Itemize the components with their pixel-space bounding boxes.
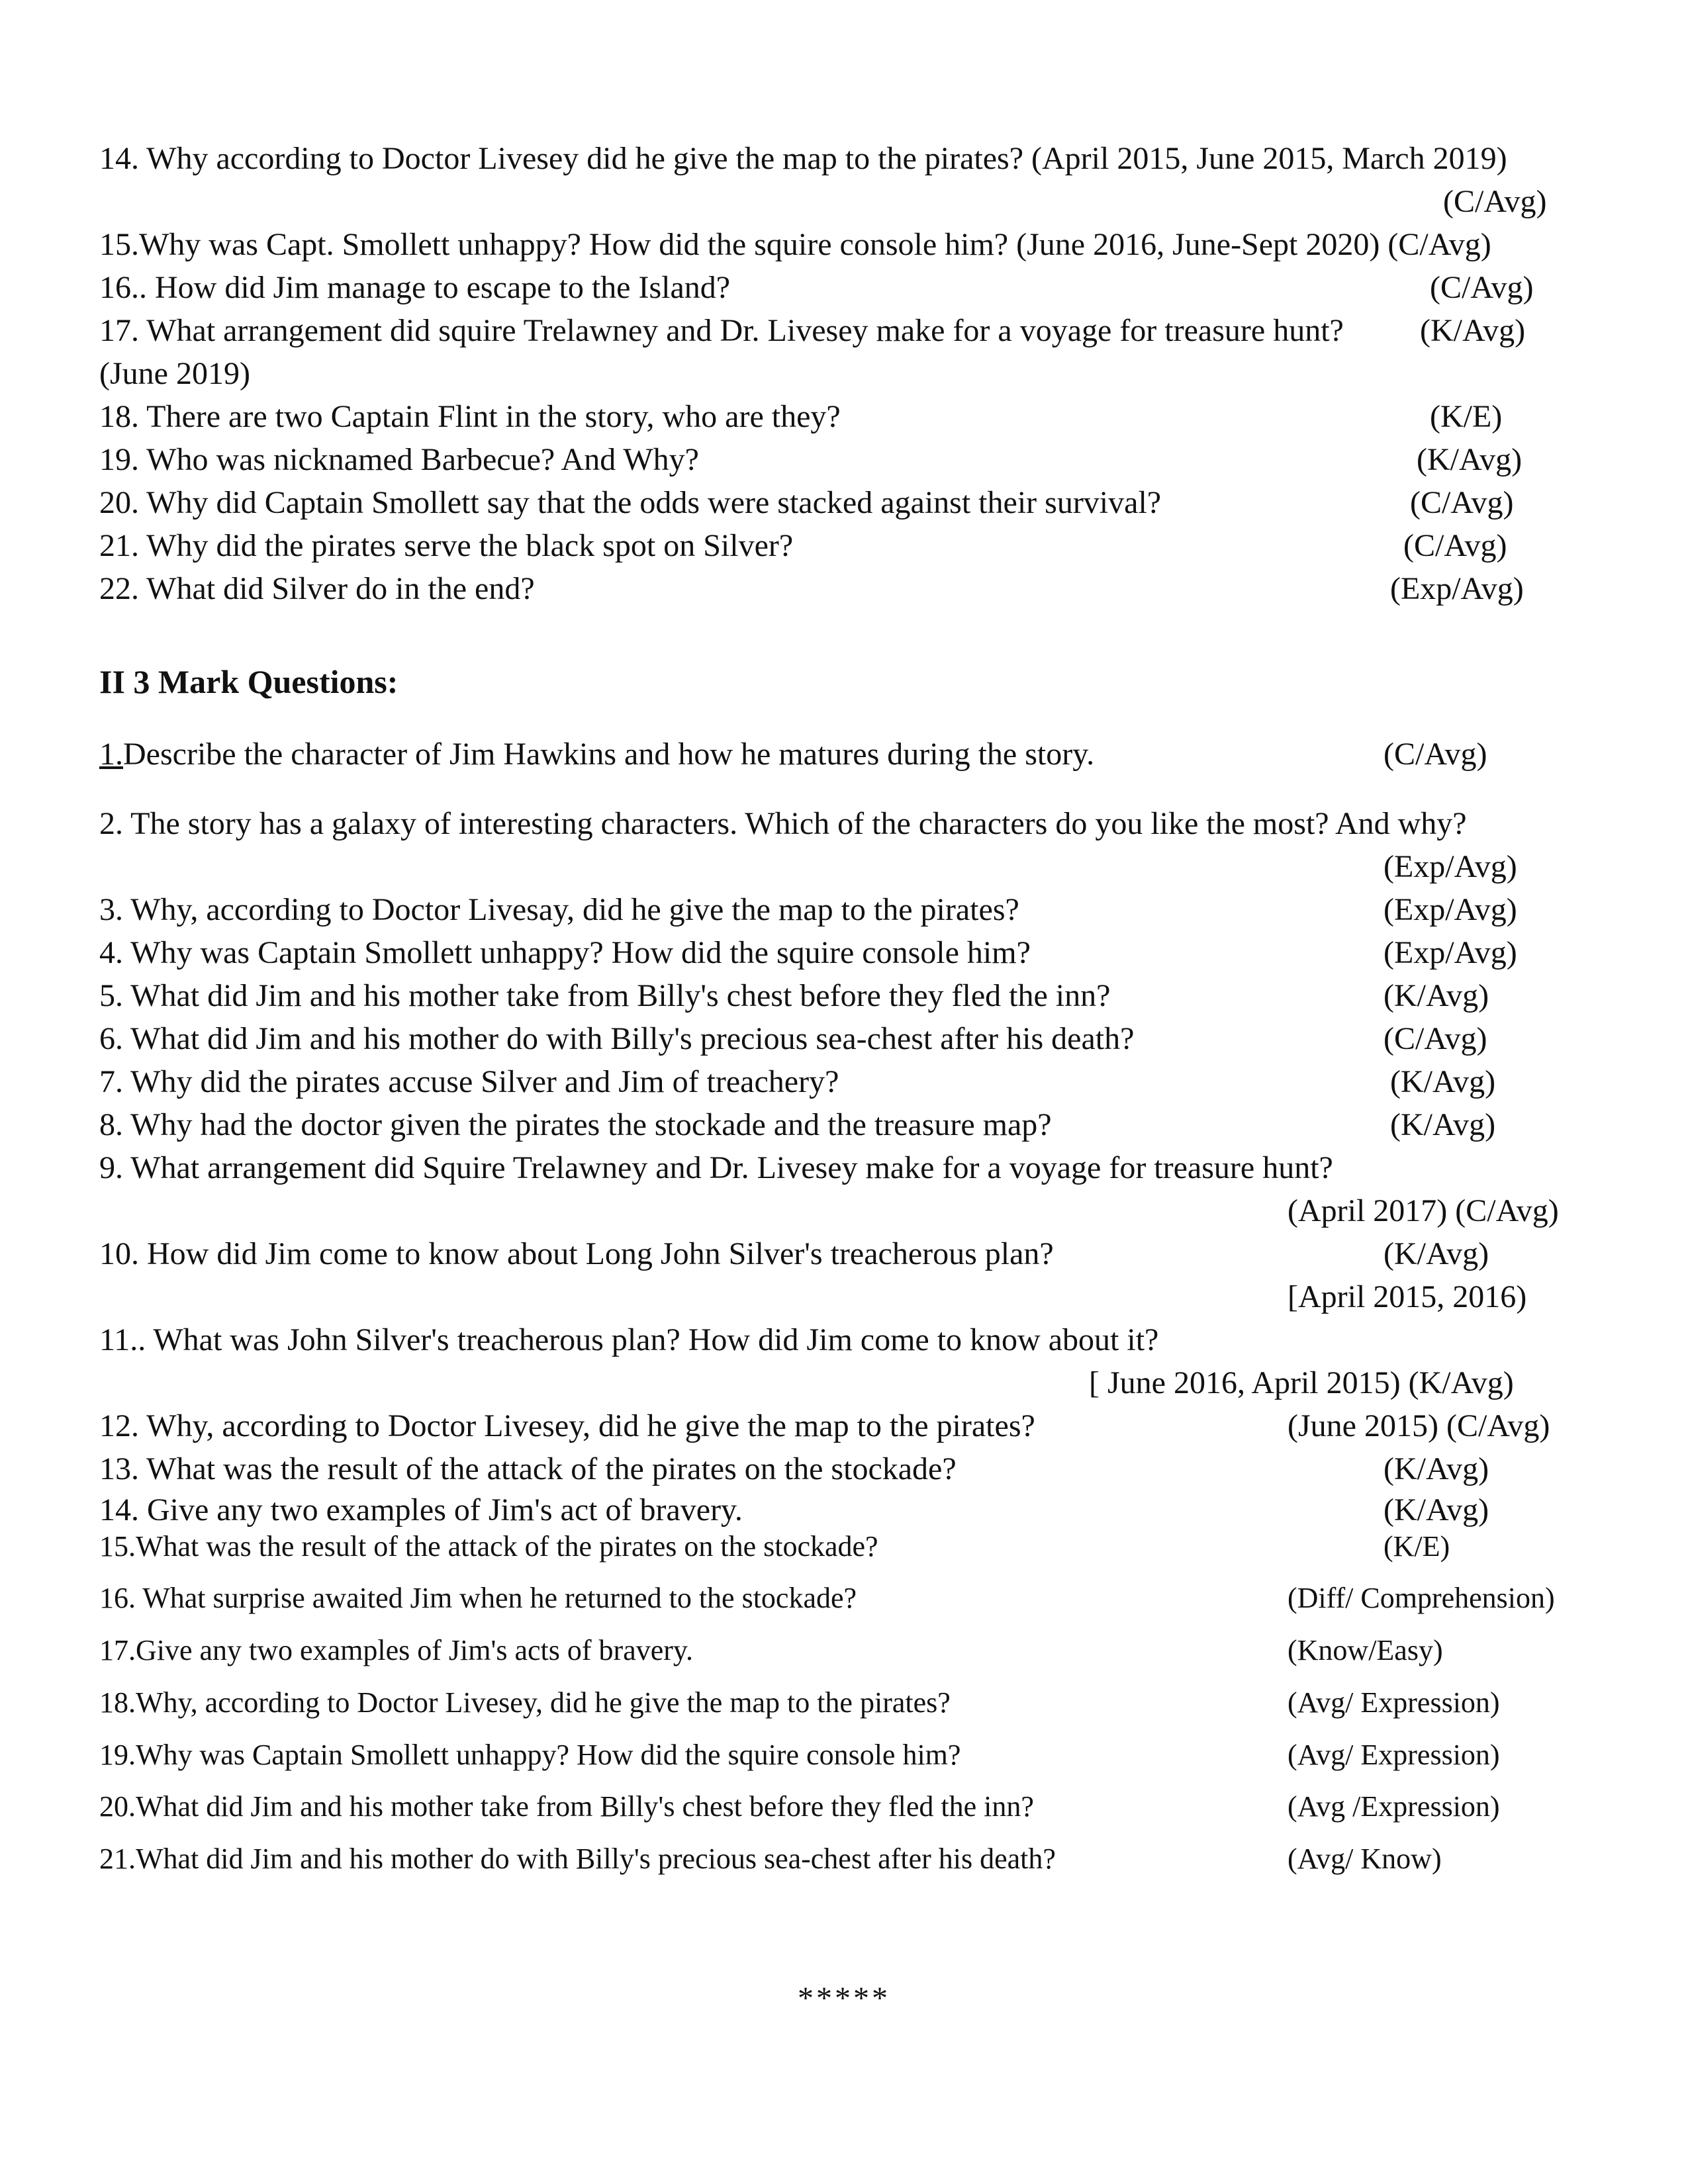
difficulty-tag: (C/Avg) (1443, 184, 1547, 219)
question-line (99, 933, 1582, 973)
difficulty-tag: (Avg /Expression) (1288, 1790, 1500, 1823)
question-line (99, 1234, 1582, 1274)
question-line (99, 1490, 1582, 1530)
question-number: 1. (99, 737, 123, 772)
question-line (99, 483, 1582, 523)
question-text: 6. What did Jim and his mother do with Billy's precious sea-chest after his death? (99, 1021, 1135, 1056)
question-text: 8. Why had the doctor given the pirates the stockade and the treasure map? (99, 1107, 1052, 1142)
difficulty-tag: (C/Avg) (1410, 485, 1514, 520)
question-line (99, 890, 1582, 930)
difficulty-tag: (K/Avg) (1390, 1107, 1496, 1142)
question-line (99, 804, 1582, 844)
question-line (99, 1683, 1582, 1723)
question-text: 12. Why, according to Doctor Livesey, did he give the map to the pirates? (99, 1408, 1035, 1443)
question-line (99, 976, 1582, 1016)
question-text: 7. Why did the pirates accuse Silver and Jim of treachery? (99, 1064, 839, 1099)
question-line (99, 440, 1582, 480)
difficulty-tag: (C/Avg) (1403, 528, 1507, 563)
question-line (99, 268, 1582, 308)
difficulty-tag: (C/Avg) (1430, 270, 1534, 305)
question-text: 3. Why, according to Doctor Livesay, did he give the map to the pirates? (99, 892, 1019, 927)
end-marker: ***** (798, 1981, 890, 2016)
question-line (99, 354, 1582, 394)
difficulty-tag: (C/Avg) (1383, 1021, 1487, 1056)
difficulty-tag: (K/Avg) (1383, 1236, 1489, 1271)
question-line (99, 1019, 1582, 1059)
question-text: 13. What was the result of the attack of the pirates on the stockade? (99, 1451, 957, 1486)
difficulty-tag: (K/Avg) (1420, 313, 1526, 348)
question-line (99, 225, 1582, 265)
question-line (99, 1191, 1582, 1231)
question-line (99, 1449, 1582, 1489)
question-text: 2. The story has a galaxy of interesting characters. Which of the characters do you like the most? And why? (99, 806, 1467, 841)
difficulty-tag: (K/Avg) (1390, 1064, 1496, 1099)
difficulty-tag: (Diff/ Comprehension) (1288, 1582, 1555, 1614)
question-line (99, 1631, 1582, 1670)
question-text: 22. What did Silver do in the end? (99, 571, 535, 606)
question-text: 17. What arrangement did squire Trelawney and Dr. Livesey make for a voyage for treasure hunt? (99, 313, 1344, 348)
difficulty-tag: (K/Avg) (1383, 978, 1489, 1013)
question-line (99, 847, 1582, 887)
difficulty-tag: (K/Avg) (1417, 442, 1523, 477)
difficulty-tag: (June 2015) (C/Avg) (1288, 1408, 1550, 1443)
question-text: 21.What did Jim and his mother do with Billy's precious sea-chest after his death? (99, 1843, 1056, 1875)
question-text: 16. What surprise awaited Jim when he returned to the stockade? (99, 1582, 857, 1614)
question-text: 17.Give any two examples of Jim's acts of bravery. (99, 1634, 694, 1666)
question-text: 18. There are two Captain Flint in the story, who are they? (99, 399, 841, 434)
question-line (99, 1839, 1582, 1879)
question-line (99, 397, 1582, 437)
question-line (99, 735, 1582, 774)
question-line (99, 1105, 1582, 1145)
difficulty-tag: (K/E) (1383, 1530, 1450, 1563)
question-text: 20. Why did Captain Smollett say that the odds were stacked against their survival? (99, 485, 1162, 520)
section-heading: II 3 Mark Questions: (99, 663, 399, 700)
exam-date: [April 2015, 2016) (1288, 1279, 1527, 1314)
question-text: 14. Give any two examples of Jim's act of bravery. (99, 1492, 743, 1527)
question-line (99, 1787, 1582, 1827)
question-line (99, 1406, 1582, 1446)
question-text: 4. Why was Captain Smollett unhappy? How did the squire console him? (99, 935, 1031, 970)
question-text: 11.. What was John Silver's treacherous plan? How did Jim come to know about it? (99, 1322, 1159, 1357)
difficulty-tag: (Avg/ Expression) (1288, 1739, 1500, 1771)
difficulty-tag: [ June 2016, April 2015) (K/Avg) (1089, 1365, 1514, 1400)
question-line (99, 1735, 1582, 1775)
difficulty-tag: (Avg/ Expression) (1288, 1686, 1500, 1719)
question-line (99, 1062, 1582, 1102)
question-text: 15.What was the result of the attack of the pirates on the stockade? (99, 1530, 878, 1563)
difficulty-tag: (Avg/ Know) (1288, 1843, 1442, 1875)
question-text: 15.Why was Capt. Smollett unhappy? How did the squire console him? (June 2016, June-Sept 2020) (C/Avg) (99, 227, 1491, 262)
exam-date: (June 2019) (99, 356, 250, 391)
question-line (99, 1277, 1582, 1317)
question-line (99, 1320, 1582, 1360)
question-line (99, 311, 1582, 351)
question-line (99, 182, 1582, 222)
question-line (99, 1148, 1582, 1188)
difficulty-tag: (Exp/Avg) (1383, 849, 1517, 884)
question-line (99, 1527, 1582, 1567)
question-text: 16.. How did Jim manage to escape to the Island? (99, 270, 731, 305)
question-text: 18.Why, according to Doctor Livesey, did he give the map to the pirates? (99, 1686, 951, 1719)
difficulty-tag: (April 2017) (C/Avg) (1288, 1193, 1559, 1228)
difficulty-tag: (C/Avg) (1383, 737, 1487, 772)
difficulty-tag: (Exp/Avg) (1383, 935, 1517, 970)
difficulty-tag: (Exp/Avg) (1383, 892, 1517, 927)
question-text: 21. Why did the pirates serve the black spot on Silver? (99, 528, 794, 563)
question-line (99, 1363, 1582, 1403)
question-text: 19.Why was Captain Smollett unhappy? How did the squire console him? (99, 1739, 961, 1771)
question-text: 9. What arrangement did Squire Trelawney and Dr. Livesey make for a voyage for treasure hunt? (99, 1150, 1333, 1185)
question-line (99, 139, 1582, 179)
difficulty-tag: (Know/Easy) (1288, 1634, 1443, 1666)
question-text: 5. What did Jim and his mother take from Billy's chest before they fled the inn? (99, 978, 1111, 1013)
question-text: Describe the character of Jim Hawkins and how he matures during the story. (123, 737, 1095, 772)
question-line (99, 526, 1582, 566)
question-line (99, 569, 1582, 609)
question-text: 19. Who was nicknamed Barbecue? And Why? (99, 442, 699, 477)
question-text: 14. Why according to Doctor Livesey did he give the map to the pirates? (April 2015, June 2015, March 2019) (99, 141, 1507, 176)
difficulty-tag: (K/Avg) (1383, 1451, 1489, 1486)
question-text: 10. How did Jim come to know about Long John Silver's treacherous plan? (99, 1236, 1054, 1271)
difficulty-tag: (K/E) (1430, 399, 1503, 434)
difficulty-tag: (Exp/Avg) (1390, 571, 1524, 606)
question-text: 20.What did Jim and his mother take from Billy's chest before they fled the inn? (99, 1790, 1034, 1823)
difficulty-tag: (K/Avg) (1383, 1492, 1489, 1527)
question-line (99, 1578, 1582, 1618)
